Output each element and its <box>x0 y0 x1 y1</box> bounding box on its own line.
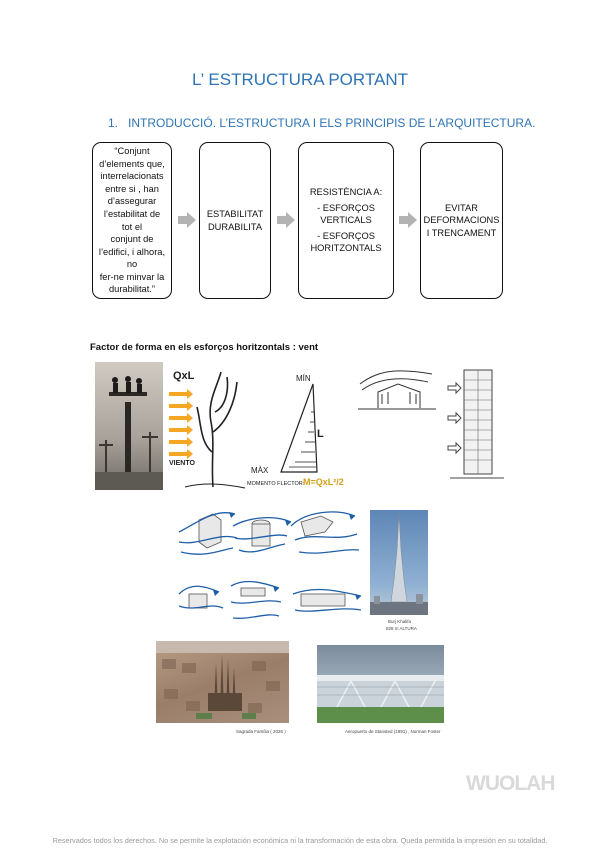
wind-flow-diagrams <box>175 502 365 630</box>
definition-line: durabilitat.” <box>109 284 155 295</box>
roof-wind-illustration <box>358 364 436 414</box>
resistance-line: - ESFORÇOS <box>317 202 375 213</box>
definition-line: l’edifici, i alhora, <box>98 246 166 257</box>
copyright-footer: Reservados todos los derechos. No se permite la explotación económica ni la transformación de esta obra. Queda permitida la impresión en su totalidad. <box>52 836 548 845</box>
load-label: QxL <box>173 370 195 382</box>
definition-line: l’estabilitat de <box>103 208 161 219</box>
avoid-line: EVITAR <box>445 202 478 213</box>
avoid-line: I TRENCAMENT <box>426 227 497 238</box>
definition-line: “Conjunt <box>114 145 150 156</box>
sagrada-caption: Sagrada Família ( 2026 ) <box>236 729 286 734</box>
workers-pole-photo <box>95 362 163 490</box>
definition-line: entre si , han <box>105 183 159 194</box>
flow-arrow-icon <box>178 212 196 228</box>
resistance-line: HORITZONTALS <box>310 243 382 254</box>
burj-caption: Burj Khalifa <box>388 619 412 624</box>
definition-line: conjunt de <box>110 234 154 245</box>
sagrada-familia-illustration <box>156 641 289 723</box>
stansted-airport-illustration <box>317 645 444 723</box>
definition-line: interrelacionats <box>100 171 164 182</box>
max-label: MÀX <box>251 466 269 475</box>
flow-arrow-icon <box>277 212 295 228</box>
resistance-line: RESISTÈNCIA A: <box>309 187 383 198</box>
resistance-box <box>298 142 394 299</box>
durability-line: DURABILITA <box>207 221 263 232</box>
stansted-airport-photo <box>317 645 444 723</box>
workers-pole-illustration <box>95 362 163 490</box>
burj-height-caption: 828 m ALTURA <box>386 626 417 631</box>
wuolah-logo: WUOLAH <box>466 772 555 795</box>
definition-line: d’elements que, <box>99 158 165 169</box>
wind-section-heading: Factor de forma en els esforços horitzontals : vent <box>90 342 319 353</box>
tower-wind-illustration <box>444 366 508 490</box>
min-label: MÍN <box>296 374 311 383</box>
tree-wind-moment-diagram <box>165 362 357 492</box>
resistance-line: - ESFORÇOS <box>317 230 375 241</box>
definition-line: fer-ne minvar la <box>99 271 165 282</box>
wind-flow-illustration <box>175 502 365 630</box>
section-heading <box>108 116 535 130</box>
moment-label: MOMENTO FLECTOR: <box>247 481 305 487</box>
flow-arrow-icon <box>399 212 417 228</box>
wind-label: VIENTO <box>169 460 195 467</box>
stability-box <box>199 142 271 299</box>
moment-formula: M=QxL²/2 <box>303 477 344 487</box>
stansted-caption: Aeropuerto de Stansted (1991) , Norman Foster <box>345 729 441 734</box>
length-label: L <box>317 428 324 440</box>
roof-section-sketch <box>358 364 436 414</box>
definition-line: tot el <box>121 221 143 232</box>
stability-line: ESTABILITAT <box>206 208 264 219</box>
tower-grid-sketch <box>444 366 508 490</box>
sagrada-familia-photo <box>156 641 289 723</box>
resistance-line: VERTICALS <box>320 215 372 226</box>
section-number: 1. <box>108 116 119 130</box>
avoid-deformation-box <box>420 142 503 299</box>
definition-box <box>92 142 172 299</box>
burj-khalifa-illustration <box>370 510 428 615</box>
section-title: INTRODUCCIÓ. L’ESTRUCTURA I ELS PRINCIPIS DE L’ARQUITECTURA. <box>128 116 536 130</box>
definition-line: d’assegurar <box>107 196 157 207</box>
burj-khalifa-photo <box>370 510 428 615</box>
page-title: L’ ESTRUCTURA PORTANT <box>192 70 408 89</box>
definition-line: no <box>126 259 138 270</box>
avoid-line: DEFORMACIONS <box>423 215 500 226</box>
